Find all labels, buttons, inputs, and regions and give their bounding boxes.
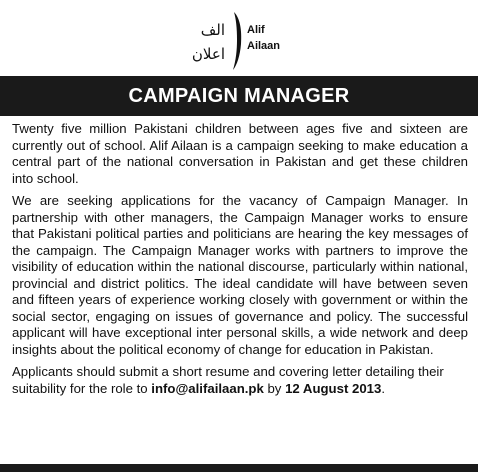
logo-urdu-line2: اعلان xyxy=(191,45,225,63)
logo-english-line1: Alif xyxy=(247,24,265,36)
page-title: CAMPAIGN MANAGER xyxy=(128,84,350,107)
apply-text-prefix: Applicants should submit a short resume and covering letter detailing their suitability for the role to xyxy=(12,364,444,396)
alif-ailaan-logo-mark xyxy=(187,10,297,72)
apply-text-suffix: . xyxy=(381,380,386,396)
role-paragraph: We are seeking applications for the vacancy of Campaign Manager. In partnership with other managers, the Campaign Manager works to ensure that Pakistani political parties and politicians are hearing the key messages of the campaign. The Campaign Manager works with partners to improve the visibility of education within the national discourse, particularly within national, provincial and district politics. The ideal candidate will have between seven and fifteen years of experience working closely with government or within the social sector, engaging on issues of governance and policy. The successful applicant will have exceptional inter personal skills, a wide network and deep insights about the political economy of change for education in Pakistan. xyxy=(12,193,468,357)
bottom-rule xyxy=(0,464,478,472)
logo-english-line2: Ailaan xyxy=(247,40,281,52)
apply-paragraph xyxy=(12,364,468,397)
title-banner xyxy=(0,76,478,116)
logo-urdu-line1: الف xyxy=(200,21,225,39)
alif-stroke-icon xyxy=(233,12,241,70)
apply-email: info@alifailaan.pk xyxy=(151,380,264,396)
alif-ailaan-logo xyxy=(187,10,297,72)
intro-paragraph: Twenty five million Pakistani children between ages five and sixteen are currently out of school. Alif Ailaan is a campaign seeking to make education a central part of the national conversation in Pakistan and get these children into school. xyxy=(12,121,468,186)
advert-body xyxy=(12,121,468,403)
apply-deadline: 12 August 2013 xyxy=(285,380,382,396)
apply-text-middle: by xyxy=(263,380,286,396)
